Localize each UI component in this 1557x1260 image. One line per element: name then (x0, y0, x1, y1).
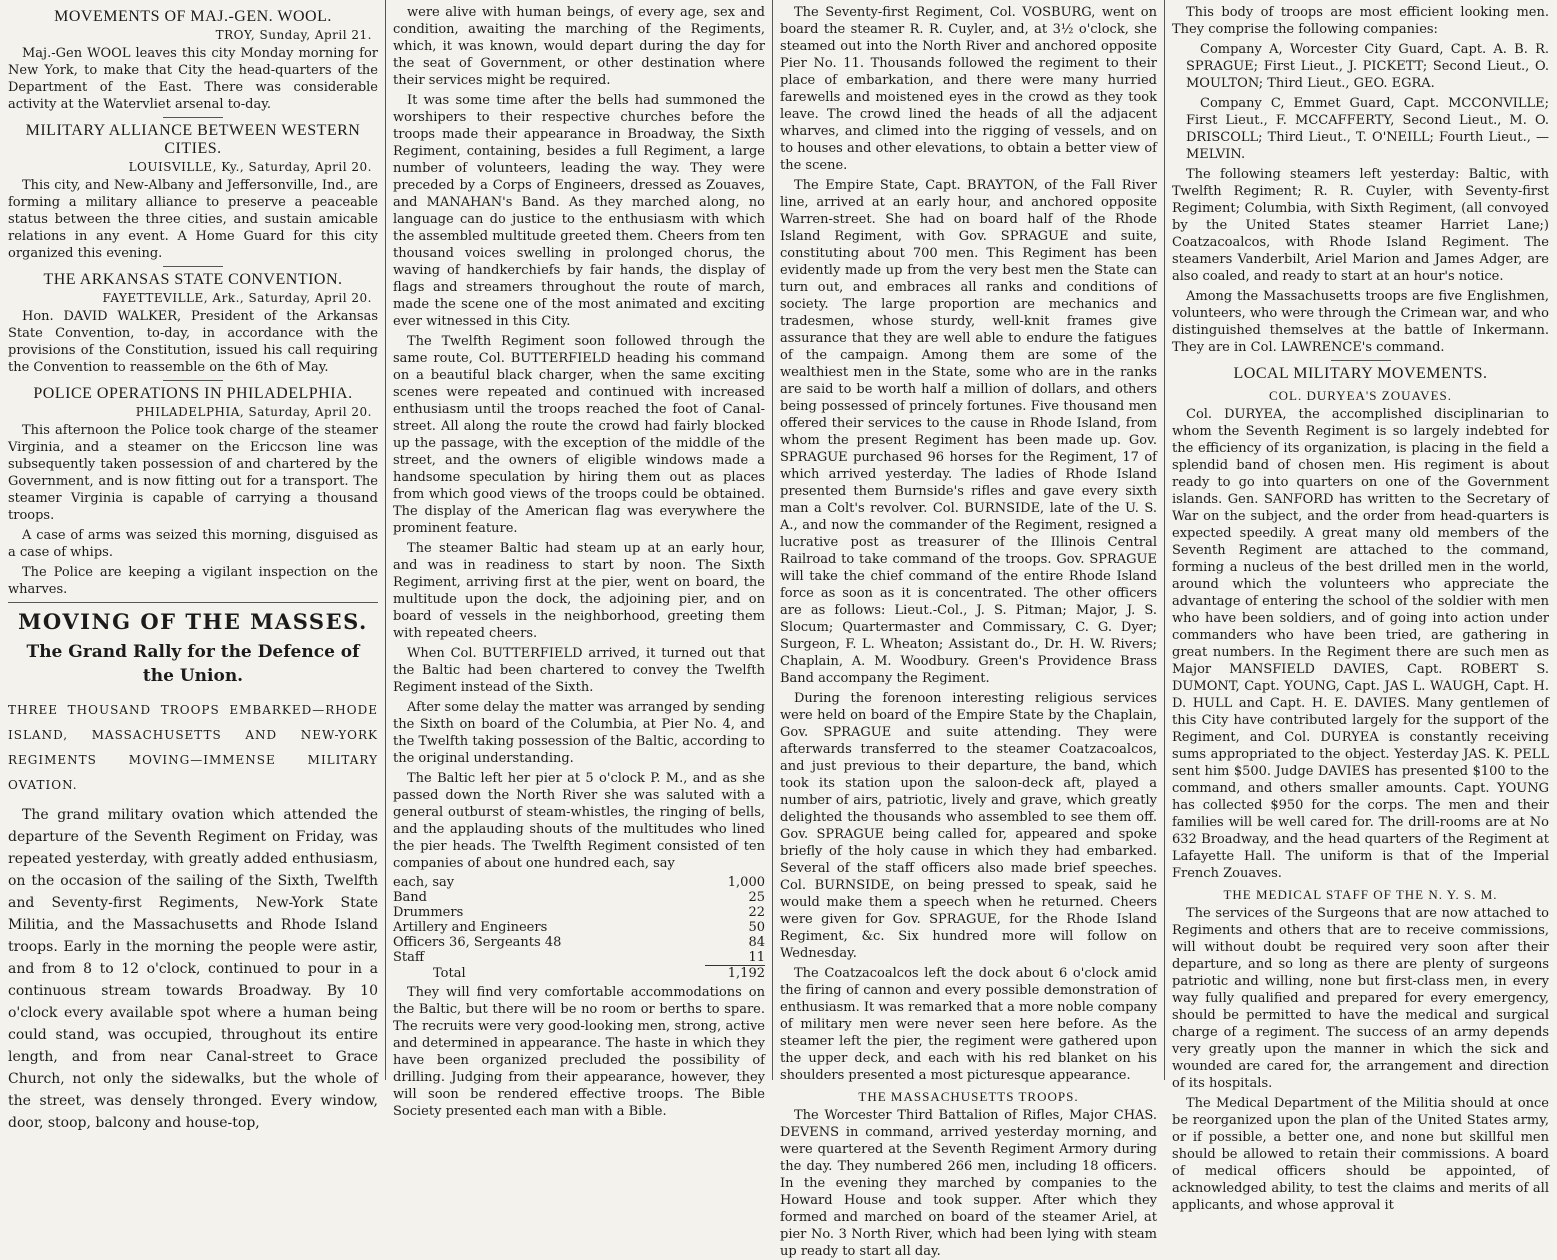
headline-wool: MOVEMENTS OF MAJ.-GEN. WOOL. (54, 8, 332, 25)
paragraph: The Coatzacoalcos left the dock about 6 o'clock amid the firing of cannon and every possible demonstration of enthusiasm. It was remarked that a more noble company of military men were never seen here before. As the steamer left the pier, the regiment were gathered upon the upper deck, and each with his red blanket on his shoulders presented a most picturesque appearance. (780, 966, 1157, 1083)
article-masses-lead: The grand military ovation which attended the departure of the Seventh Regiment on Friday, was repeated yesterday, with greatly added enthusiasm, on the occasion of the sailing of the Sixth, Twelfth and Seventy-first Regiments, New-York State Militia, and the Massachusetts and Rhode Island troops. Early in the morning the people were astir, and from 8 to 12 o'clock, continued to pour in a continuous stream towards Broadway. By 10 o'clock every available spot where a human being could stand, was occupied, throughout its entire length, and from near Canal-street to Grace Church, not only the sidewalks, but the whole of the street, was densely thronged. Every window, door, stoop, balcony and house-top, (8, 807, 378, 1131)
tally-value: 50 (748, 920, 765, 935)
tally-total-label: Total (433, 965, 466, 981)
headline-local-military: LOCAL MILITARY MOVEMENTS. (1233, 365, 1488, 382)
separator (8, 602, 378, 603)
subhead-medical-staff: THE MEDICAL STAFF OF THE N. Y. S. M. (1223, 887, 1498, 902)
paragraph: were alive with human beings, of every age, sex and condition, awaiting the marching of the Regiments, which, it was known, would depart during the day for the seat of Government, or other destination where their services might be required. (393, 5, 765, 88)
paragraph: This body of troops are most efficient looking men. They comprise the following companies: (1172, 5, 1549, 37)
article-police-1: This afternoon the Police took charge of the steamer Virginia, and a steamer on the Ericcson line was subsequently taken possession of and chartered by the Government, and is now fitting out for a transport. The steamer Virginia is capable of carrying a thousand troops. (8, 423, 378, 523)
tally-label: Artillery and Engineers (393, 920, 548, 935)
deck-masses: THREE THOUSAND TROOPS EMBARKED—RHODE ISLAND, MASSACHUSETTS AND NEW-YORK REGIMENTS MOVING—IMMENSE MILITARY OVATION. (8, 703, 378, 792)
table-row (393, 905, 765, 920)
paragraph: The Medical Department of the Militia should at once be reorganized upon the plan of the United States army, or if possible, a better one, and none but skillful men should be allowed to retain their commissions. A board of medical officers should be appointed, of acknowledged ability, to test the claims and merits of all applicants, and whose approval it (1172, 1096, 1549, 1213)
table-row (393, 875, 765, 890)
dateline-arkansas: FAYETTEVILLE, Ark., Saturday, April 20. (102, 291, 372, 305)
column-3 (780, 4, 1157, 1259)
subhead-masses: The Grand Rally for the Defence of the Union. (26, 642, 360, 686)
regiment-tally-table (393, 875, 765, 981)
paragraph: The Empire State, Capt. BRAYTON, of the Fall River line, arrived at an early hour, and anchored opposite Warren-street. She had on board half of the Rhode Island Regiment, with Gov. SPRAGUE and suite, constituting about 700 men. This Regiment has been evidently made up from the very best men the State can turn out, and embraces all ranks and conditions of society. The large proportion are mechanics and tradesmen, whose sturdy, well-knit frames give assurance that they are well able to endure the fatigues of the campaign. Among them are some of the wealthiest men in the State, some who are in the ranks are said to be worth half a million of dollars, and others being possessed of princely fortunes. Five thousand men offered their services to the cause in Rhode Island, from whom the present Regiment has been made up. Gov. SPRAGUE purchased 96 horses for the Regiment, 17 of which arrived yesterday. The ladies of Rhode Island presented them Burnside's rifles and gave every sixth man a Colt's revolver. Col. BURNSIDE, late of the U. S. A., and now the commander of the Regiment, resigned a lucrative post as treasurer of the Illinois Central Railroad to take command of the troops. Gov. SPRAGUE will take the chief command of the entire Rhode Island force as soon as it is concentrated. The other officers are as follows: Lieut.-Col., J. S. Pitman; Major, J. S. Slocum; Quartermaster and Commissary, C. G. Dyer; Surgeon, F. L. Wheaton; Assistant do., Dr. H. W. Rivers; Chaplain, A. M. Woodbury. Green's Providence Brass Band accompany the Regiment. (780, 178, 1157, 686)
dateline-wool: TROY, Sunday, April 21. (215, 28, 372, 42)
tally-value: 84 (748, 935, 765, 950)
separator (163, 266, 223, 267)
article-wool: Maj.-Gen WOOL leaves this city Monday morning for New York, to make that City the head-quarters of the Department of the East. There was considerable activity at the Watervliet arsenal to-day. (8, 46, 378, 112)
table-row (393, 950, 765, 966)
tally-label: Staff (393, 950, 425, 966)
column-2 (393, 4, 765, 1119)
tally-label: Drummers (393, 905, 464, 920)
paragraph: The services of the Surgeons that are now attached to Regiments and others that are to receive commissions, will without doubt be required very soon after their departure, and so long as there are plenty of surgeons patriotic and willing, none but first-class men, in every way fully qualified and prepared for every emergency, should be permitted to have the medical and surgical charge of a regiment. The success of an army depends very greatly upon the manner in which the sick and wounded are cared for, the arrangement and direction of its hospitals. (1172, 906, 1549, 1091)
tally-total-value: 1,192 (705, 966, 765, 982)
article-arkansas: Hon. DAVID WALKER, President of the Arkansas State Convention, to-day, in accordance with the provisions of the Constitution, issued his call requiring the Convention to reassemble on the 6th of May. (8, 309, 378, 375)
separator (1331, 360, 1391, 361)
paragraph: It was some time after the bells had summoned the worshipers to their respective churches before the troops made their appearance in Broadway, the Sixth Regiment, containing, besides a full Regiment, a large number of volunteers, leading the way. They were preceded by a Corps of Engineers, dressed as Zouaves, and MANAHAN's Band. As they marched along, no language can do justice to the enthusiasm with which the assembled multitude greeted them. Cheers from ten thousand voices swelling in prolonged chorus, the waving of handkerchiefs by fair hands, the display of flags and streamers throughout the route of march, made the scene one of the most animated and exciting ever witnessed in this City. (393, 93, 765, 329)
headline-arkansas: THE ARKANSAS STATE CONVENTION. (43, 271, 343, 288)
headline-alliance: MILITARY ALLIANCE BETWEEN WESTERN CITIES. (25, 122, 361, 157)
tally-label: Officers 36, Sergeants 48 (393, 935, 562, 950)
tally-value: 1,000 (727, 875, 765, 890)
column-4 (1172, 4, 1549, 1213)
headline-masses: MOVING OF THE MASSES. (18, 609, 368, 634)
paragraph: The steamer Baltic had steam up at an early hour, and was in readiness to start by noon. The Sixth Regiment, arriving first at the pier, went on board, the multitude upon the dock, the adjoining pier, and on board of vessels in the neighborhood, greeting them with repeated cheers. (393, 541, 765, 641)
tally-value: 11 (748, 950, 765, 965)
tally-label: Band (393, 890, 427, 905)
separator (163, 117, 223, 118)
paragraph: When Col. BUTTERFIELD arrived, it turned out that the Baltic had been chartered to convey the Twelfth Regiment instead of the Sixth. (393, 646, 765, 695)
paragraph: After some delay the matter was arranged by sending the Sixth on board of the Columbia, at Pier No. 4, and the Twelfth taking possession of the Baltic, according to the original understanding. (393, 700, 765, 766)
headline-police: POLICE OPERATIONS IN PHILADELPHIA. (33, 385, 353, 402)
company-list-item: Company C, Emmet Guard, Capt. MCCONVILLE; First Lieut., F. MCCAFFERTY, Second Lieut., M. O. DRISCOLL; Third Lieut., T. O'NEILL; Fourth Lieut., — MELVIN. (1186, 96, 1549, 162)
column-rule (385, 0, 386, 1080)
dateline-alliance: LOUISVILLE, Ky., Saturday, April 20. (128, 160, 372, 174)
table-row-total (393, 966, 765, 982)
company-list-item: Company A, Worcester City Guard, Capt. A. B. R. SPRAGUE; First Lieut., J. PICKETT; Second Lieut., O. MOULTON; Third Lieut., GEO. EGRA. (1186, 42, 1549, 91)
paragraph: The Seventy-first Regiment, Col. VOSBURG, went on board the steamer R. R. Cuyler, and, at 3½ o'clock, she steamed out into the North River and anchored opposite Pier No. 11. Thousands followed the regiment to their place of embarkation, and there were many hurried farewells and moistened eyes in the crowd as they took leave. The crowd lined the heads of all the adjacent wharves, and climed into the rigging of vessels, and on to houses and other elevations, to obtain a better view of the scene. (780, 5, 1157, 173)
table-row (393, 935, 765, 950)
table-row (393, 890, 765, 905)
paragraph: The Worcester Third Battalion of Rifles, Major CHAS. DEVENS in command, arrived yesterday morning, and were quartered at the Seventh Regiment Armory during the day. They numbered 266 men, including 18 officers. In the evening they marched by companies to the Howard House and took supper. After which they formed and marched on board of the steamer Ariel, at pier No. 3 North River, which had been lying with steam up ready to start all day. (780, 1108, 1157, 1259)
article-alliance: This city, and New-Albany and Jeffersonville, Ind., are forming a military alliance to preserve a peaceable status between the three cities, and sustain amicable relations in any event. A Home Guard for this city organized this evening. (8, 178, 378, 261)
column-rule (1164, 0, 1165, 1080)
paragraph: Col. DURYEA, the accomplished disciplinarian to whom the Seventh Regiment is so largely indebted for the efficiency of its organization, is placing in the field a splendid band of chosen men. His regiment is about ready to go into quarters on one of the Government islands. Gen. SANFORD has written to the Secretary of War on the subject, and the order from head-quarters is expected speedily. A great many old members of the Seventh Regiment are attached to the command, forming a nucleus of the best drilled men in the world, around which the volunteers who appreciate the advantage of entering the school of the soldier with men who have been soldiers, and of going into action under commanders who have been tried, are gathering in great numbers. In the Regiment there are such men as Major MANSFIELD DAVIES, Capt. ROBERT S. DUMONT, Capt. YOUNG, Capt. JAS L. WAUGH, Capt. H. D. HULL and Capt. H. E. DAVIES. Many gentlemen of this City have contributed largely for the support of the Regiment, and Col. DURYEA is constantly receiving sums appropriated to the object. Yesterday JAS. K. PELL sent him $500. Judge DAVIES has presented $100 to the command, and others smaller amounts. Capt. YOUNG has collected $950 for the corps. The men and their families will be well cared for. The drill-rooms are at No 632 Broadway, and the head quarters of the Regiment at Lafayette Hall. The uniform is that of the Imperial French Zouaves. (1172, 407, 1549, 881)
tally-value: 22 (748, 905, 765, 920)
article-police-2: A case of arms was seized this morning, disguised as a case of whips. (8, 528, 378, 560)
tally-value: 25 (748, 890, 765, 905)
paragraph: The Baltic left her pier at 5 o'clock P. M., and as she passed down the North River she was saluted with a general outburst of steam-whistles, the ringing of bells, and the applauding shouts of the multitudes who lined the pier heads. The Twelfth Regiment consisted of ten companies of about one hundred each, say (393, 771, 765, 871)
separator (163, 380, 223, 381)
dateline-police: PHILADELPHIA, Saturday, April 20. (135, 405, 372, 419)
column-1 (8, 4, 378, 1131)
column-rule (772, 0, 773, 1080)
subhead-zouaves: COL. DURYEA'S ZOUAVES. (1268, 388, 1452, 403)
paragraph: They will find very comfortable accommodations on the Baltic, but there will be no room or berths to spare. The recruits were very good-looking men, strong, active and determined in appearance. The haste in which they have been organized precluded the possibility of drilling. Judging from their appearance, however, they will soon be rendered effective troops. The Bible Society presented each man with a Bible. (393, 985, 765, 1119)
headline-massachusetts: THE MASSACHUSETTS TROOPS. (858, 1089, 1079, 1104)
paragraph: The Twelfth Regiment soon followed through the same route, Col. BUTTERFIELD heading his command on a beautiful black charger, when the same exciting scenes were repeated and continued with increased enthusiasm until the troops reached the foot of Canal-street. All along the route the crowd had fairly blocked up the passage, with the exception of the middle of the street, and the owners of eligible windows made a handsome speculation by hiring them out as places from which good views of the troops could be obtained. The display of the American flag was everywhere the prominent feature. (393, 334, 765, 536)
paragraph: The following steamers left yesterday: Baltic, with Twelfth Regiment; R. R. Cuyler, with Seventy-first Regiment; Columbia, with Sixth Regiment, (all convoyed by the United States steamer Harriet Lane;) Coatzacoalcos, with Rhode Island Regiment. The steamers Vanderbilt, Ariel Marion and James Adger, are also coaled, and ready to start at an hour's notice. (1172, 167, 1549, 284)
article-police-3: The Police are keeping a vigilant inspection on the wharves. (8, 565, 378, 597)
paragraph: During the forenoon interesting religious services were held on board of the Empire State by the Chaplain, Gov. SPRAGUE and suite attending. They were afterwards transferred to the steamer Coatzacoalcos, and just previous to their departure, the band, which took its station upon the saloon-deck aft, played a number of airs, patriotic, lively and grave, which greatly delighted the thousands who assembled to see them off. Gov. SPRAGUE being called for, appeared and spoke briefly of the holy cause in which they had embarked. Several of the staff officers also made brief speeches. Col. BURNSIDE, on being pressed to speak, said he would make them a speech when he returned. Cheers were given for Gov. SPRAGUE, for the Rhode Island Regiment, &c. Six hundred more will follow on Wednesday. (780, 691, 1157, 961)
paragraph: Among the Massachusetts troops are five Englishmen, volunteers, who were through the Crimean war, and who distinguished themselves at the battle of Inkermann. They are in Col. LAWRENCE's command. (1172, 289, 1549, 355)
table-row (393, 920, 765, 935)
tally-label: each, say (393, 875, 455, 890)
